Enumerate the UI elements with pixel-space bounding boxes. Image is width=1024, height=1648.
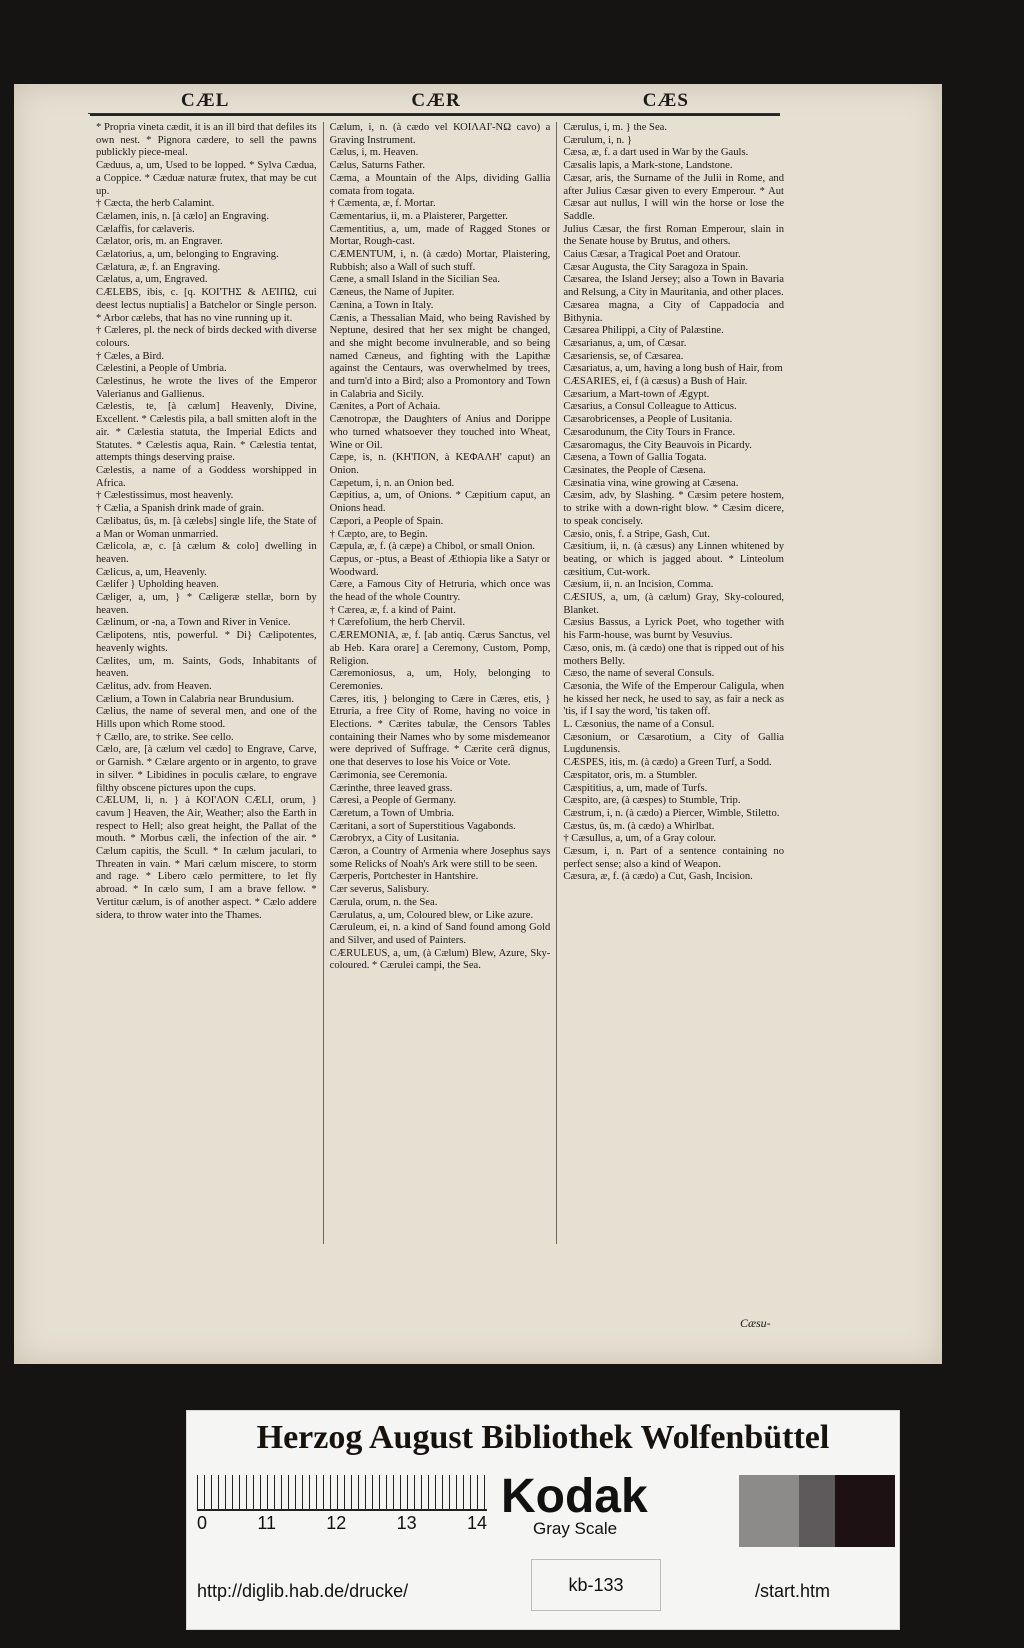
dictionary-entry: Cæstus, ûs, m. (à cædo) a Whirlbat. — [563, 820, 715, 832]
dictionary-entry: Cænotropæ, the Daughters of Anius and Dorippe who turned whatsoever they touched into Wheat, Wine or Oil. — [329, 414, 551, 451]
dictionary-entry: Cæpori, a People of Spain. — [329, 515, 444, 527]
dictionary-entry: Cæstrum, i, n. (à cædo) a Piercer, Wimble, Stiletto. — [563, 807, 780, 819]
dictionary-entry: Cæpula, æ, f. (à cæpe) a Chibol, or small Onion. — [329, 541, 536, 553]
dictionary-entry: † Cæcta, the herb Calamint. — [96, 198, 215, 210]
dictionary-entry: Cæsar Augusta, the City Saragoza in Spain. — [563, 261, 749, 273]
dictionary-entry: Cæremoniosus, a, um, Holy, belonging to Ceremonies. — [329, 668, 551, 692]
institution-name: Herzog August Bibliothek Wolfenbüttel — [256, 1419, 830, 1456]
gray-patch-dark — [835, 1475, 895, 1547]
running-head-right: CÆS — [642, 90, 689, 111]
dictionary-entry: Cæsarianus, a, um, of Cæsar. — [563, 337, 687, 349]
dictionary-entry: Cæsum, i, n. Part of a sentence containing no perfect sense; also a kind of Weapon. — [563, 846, 785, 870]
dictionary-entry: Cæsura, æ, f. (à cædo) a Cut, Gash, Incision. — [563, 871, 753, 883]
dictionary-entry: † Cællo, are, to strike. See cello. — [96, 731, 234, 743]
column-middle — [323, 122, 551, 1244]
dictionary-entry: Cænites, a Port of Achaia. — [329, 401, 441, 413]
dictionary-entry: Cælaffis, for cælaveris. — [96, 223, 195, 235]
dictionary-entry: Cæsio, onis, f. a Stripe, Gash, Cut. — [563, 528, 710, 540]
dictionary-entry: Cærobryx, a City of Lusitania. — [329, 833, 460, 845]
dictionary-entry: Cæruleum, ei, n. a kind of Sand found among Gold and Silver, and used of Painters. — [329, 922, 551, 946]
running-head-center: CÆR — [411, 90, 461, 111]
dictionary-entry: Cæsarius, a Consul Colleague to Atticus. — [563, 401, 737, 413]
dictionary-entry: Cæpitius, a, um, of Onions. * Cæpitium caput, an Onions head. — [329, 490, 551, 515]
color-target — [186, 1410, 900, 1630]
dictionary-entry: Julius Cæsar, the first Roman Emperour, slain in the Senate house by Brutus, and others. — [563, 223, 785, 248]
dictionary-entry: Cælestini, a People of Umbria. — [96, 363, 227, 375]
dictionary-entry: Cælum, i, n. (à cædo vel ΚΟΙΛΑΙ'-ΝΩ cavo) a Graving Instrument. — [329, 122, 551, 146]
dictionary-entry: Cælatorius, a, um, belonging to Engraving. — [96, 249, 279, 261]
dictionary-entry: Cæneus, the Name of Jupiter. — [329, 287, 455, 299]
dictionary-entry: Cæsarea, the Island Jersey; also a Town in Bavaria and Relsung, a City in Mauritania, and other places. — [563, 274, 785, 299]
ruler-numbers — [197, 1513, 487, 1534]
gray-patch-light — [739, 1475, 799, 1547]
dictionary-entry: Cænis, a Thessalian Maid, who being Ravished by Neptune, desired that her sex might be changed, and she might become invulnerable, and so being named Cæneus, and fighting with the Lapithæ against the Centaurs, was overwhelmed by trees, and turn'd into a Bird; also a Promontory and Town in Calabria and Sicily. — [329, 312, 551, 400]
header-rule — [88, 113, 780, 117]
dictionary-entry: † Cæpto, are, to Begin. — [329, 528, 428, 540]
dictionary-entry: Cæspitator, oris, m. a Stumbler. — [563, 769, 698, 781]
dictionary-entry: Cæsaromagus, the City Beauvois in Picardy. — [563, 439, 752, 451]
dictionary-entry: Cælicola, æ, c. [à cælum & colo] dwelling in heaven. — [96, 541, 317, 565]
dictionary-entry: CÆRULEUS, a, um, (à Cælum) Blew, Azure, Sky-coloured. * Cærulei campi, the Sea. — [329, 947, 551, 972]
dictionary-entry: CÆLUM, li, n. } à ΚΟΙ'ΛΟΝ CÆLI, orum, } cavum ] Heaven, the Air, Weather; also the Earth in respect to Hell; also great height, the Pallat of the mouth. * Morbus cæli, the infection of the air. * Cælum capitis, the Scull. * In cælum jaculari, to Threaten in vain. * Mari cælum miscere, to storm and rage. * Libero cælo permittere, to let fly abroad. * In cælo sum, I am a brave fellow. * Vertitur cælum, is of another aspect. * Cælo addere sidera, to throw water into the Thames. — [96, 795, 317, 921]
running-head-left: CÆL — [180, 90, 230, 111]
dictionary-entry: Cæritani, a sort of Superstitious Vagabonds. — [329, 820, 516, 832]
dictionary-entry: Cælipotens, ntis, powerful. * Di} Cælipotentes, heavenly wights. — [96, 630, 317, 654]
dictionary-entry: Cælatura, æ, f. an Engraving. — [96, 261, 221, 273]
start-link: /start.htm — [755, 1581, 831, 1601]
gray-scale-label: Gray Scale — [533, 1519, 618, 1538]
dictionary-entry: Cælibatus, ûs, m. [à cælebs] single life, the State of a Man or Woman unmarried. — [96, 515, 317, 540]
column-left — [96, 122, 317, 1244]
dictionary-entry: Cæmentitius, a, um, made of Ragged Stones or Mortar, Rough-cast. — [329, 223, 551, 248]
column-right — [556, 122, 784, 1244]
dictionary-entry: Cæresi, a People of Germany. — [329, 795, 457, 807]
dictionary-entry: Cælestis, a name of a Goddess worshipped in Africa. — [96, 464, 317, 489]
dictionary-entry: CÆREMONIA, æ, f. [ab antiq. Cærus Sanctus, vel ab Heb. Kara orare] a Ceremony, Custom, Pomp, Religion. — [329, 630, 551, 667]
dictionary-entry: † Cælia, a Spanish drink made of grain. — [96, 503, 264, 515]
dictionary-entry: † Cæleres, pl. the neck of birds decked with diverse colours. — [96, 325, 317, 349]
ruler-number: 0 — [197, 1513, 208, 1533]
dictionary-entry: Cæsa, æ, f. a dart used in War by the Gauls. — [563, 147, 749, 159]
dictionary-entry: Cæduus, a, um, Used to be lopped. * Sylva Cædua, a Coppice. * Cæduæ naturæ frutex, that may be cut up. — [96, 160, 317, 197]
dictionary-entry: Cæsinatia vina, wine growing at Cæsena. — [563, 477, 739, 489]
dictionary-entry: Cælinum, or -na, a Town and River in Venice. — [96, 617, 291, 629]
dictionary-entry: Cæpe, is, n. (ΚΗ'ΠΟΝ, à ΚΕΦΑΛΗ' caput) an Onion. — [329, 452, 551, 476]
dictionary-columns — [96, 122, 784, 1244]
dictionary-entry: Cæsarobricenses, a People of Lusitania. — [563, 414, 733, 426]
catchword: Cæsu- — [740, 1316, 771, 1330]
dictionary-entry: L. Cæsonius, the name of a Consul. — [563, 719, 715, 731]
dictionary-entry: Cæron, a Country of Armenia where Josephus says some Relicks of Noah's Ark were still to be seen. — [329, 846, 551, 870]
dictionary-entry: Cælites, um, m. Saints, Gods, Inhabitants of heaven. — [96, 655, 317, 680]
dictionary-entry: Cæsim, adv, by Slashing. * Cæsim petere hostem, to strike with a down-right blow. * Cæsim dicere, to speak concisely. — [563, 490, 785, 527]
dictionary-entry: Cæsalis lapis, a Mark-stone, Landstone. — [563, 160, 733, 172]
dictionary-entry: Cæsitium, ii, n. (à cæsus) any Linnen whitened by beating, or which is jagged about. * Linteolum cæsitium, Cut-work. — [563, 541, 785, 578]
dictionary-entry: † Cærea, æ, f. a kind of Paint. — [329, 604, 456, 616]
dictionary-entry: Cælitus, adv. from Heaven. — [96, 680, 212, 692]
ruler-number: 12 — [326, 1513, 347, 1533]
dictionary-entry: Cæpetum, i, n. an Onion bed. — [329, 477, 455, 489]
shelfmark-label: kb-133 — [531, 1559, 661, 1611]
dictionary-entry: Cærula, orum, n. the Sea. — [329, 896, 438, 908]
ruler-number: 13 — [396, 1513, 417, 1533]
dictionary-entry: Cæsarodunum, the City Tours in France. — [563, 426, 736, 438]
dictionary-entry: CÆSARIES, ei, f (à cæsus) a Bush of Hair. — [563, 376, 748, 388]
dictionary-entry: Cærulatus, a, um, Coloured blew, or Like azure. — [329, 909, 534, 921]
dictionary-entry: Cælatus, a, um, Engraved. — [96, 274, 208, 286]
dictionary-entry: Cæsar, aris, the Surname of the Julii in Rome, and after Julius Cæsar given to every Emperour. * Aut Cæsar aut nullus, I will win the horse or lose the Saddle. — [563, 172, 785, 222]
dictionary-entry: Cæma, a Mountain of the Alps, dividing Gallia comata from togata. — [329, 172, 551, 197]
dictionary-entry: Cæsium, ii, n. an Incision, Comma. — [563, 579, 714, 591]
dictionary-entry: † Cæsullus, a, um, of a Gray colour. — [563, 833, 717, 845]
dictionary-entry: Cærperis, Portchester in Hantshire. — [329, 871, 479, 883]
dictionary-entry: Cæpus, or -ptus, a Beast of Æthiopia like a Satyr or Woodward. — [329, 553, 551, 578]
dictionary-entry: Cæsius Bassus, a Lyrick Poet, who together with his Farm-house, was burnt by Vesuvius. — [563, 617, 785, 642]
dictionary-entry: Cærinthe, three leaved grass. — [329, 782, 453, 794]
dictionary-entry: Cæsarea magna, a City of Cappadocia and Bithynia. — [563, 299, 785, 324]
dictionary-entry: Cæretum, a Town of Umbria. — [329, 807, 455, 819]
dictionary-entry: Cære, a Famous City of Hetruria, which once was the head of the whole Country. — [329, 579, 551, 604]
dictionary-entry: Cælestis, te, [à cælum] Heavenly, Divine, Excellent. * Cælestis pila, a ball smitten aloft in the air. * Cælestia statuta, the Imperial Edicts and Statutes. * Cælestis aqua, Rain. * Cælestia tentat, attempts things deserving praise. — [96, 401, 317, 464]
dictionary-entry: Cæsariatus, a, um, having a long bush of Hair, from — [563, 363, 783, 375]
dictionary-entry: Cælium, a Town in Calabria near Brundusium. — [96, 693, 294, 705]
dictionary-entry: Cæsinates, the People of Cæsena. — [563, 464, 706, 476]
dictionary-entry: † Cælestissimus, most heavenly. — [96, 490, 234, 502]
dictionary-entry: Cælamen, inis, n. [à cælo] an Engraving. — [96, 210, 269, 222]
dictionary-entry: Cæsarium, a Mart-town of Ægypt. — [563, 388, 710, 400]
dictionary-entry: Cæsonia, the Wife of the Emperour Caligula, when he kissed her neck, he used to say, as fair a neck as 'tis, if I say the word, 'tis taken off. — [563, 680, 785, 718]
kodak-logo: Kodak — [501, 1470, 648, 1523]
dictionary-entry: Cælator, oris, m. an Engraver. — [96, 236, 223, 248]
dictionary-entry: Cælifer } Upholding heaven. — [96, 579, 219, 591]
dictionary-entry: Cæliger, a, um, } * Cæligeræ stellæ, born by heaven. — [96, 592, 317, 616]
dictionary-entry: † Cæmenta, æ, f. Mortar. — [329, 198, 436, 210]
dictionary-entry: Cærulus, i, m. } the Sea. — [563, 122, 668, 133]
dictionary-entry: Caius Cæsar, a Tragical Poet and Oratour. — [563, 249, 741, 261]
dictionary-entry: Cæmentarius, ii, m. a Plaisterer, Pargetter. — [329, 210, 508, 222]
dictionary-entry: Cæso, the name of several Consuls. — [563, 668, 715, 680]
dictionary-entry: Cælicus, a, um, Heavenly. — [96, 566, 207, 578]
dictionary-entry: Cærimonia, see Ceremonia. — [329, 769, 448, 781]
dictionary-entry: Cæne, a small Island in the Sicilian Sea. — [329, 274, 501, 286]
dictionary-entry: Cælius, the name of several men, and one of the Hills upon which Rome stood. — [96, 706, 317, 731]
digital-library-url: http://diglib.hab.de/drucke/ — [197, 1581, 409, 1601]
ruler-ticks — [197, 1475, 487, 1511]
dictionary-entry: Cæsarea Philippi, a City of Palæstine. — [563, 325, 724, 337]
ruler-number: 11 — [257, 1513, 276, 1533]
dictionary-entry: † Cærefolium, the herb Chervil. — [329, 617, 466, 629]
dictionary-entry: Cæsonium, or Cæsarotium, a City of Gallia Lugdunensis. — [563, 731, 785, 756]
dictionary-entry: Cælo, are, [à cælum vel cædo] to Engrave, Carve, or Garnish. * Cælare argento or in argento, to grave in silver. * Libidines in poculis cælare, to engrave filthy obscene pictures upon the cups. — [96, 744, 317, 794]
dictionary-entry: Cæsariensis, se, of Cæsarea. — [563, 350, 684, 362]
dictionary-entry: CÆMENTUM, i, n. (à cædo) Mortar, Plaistering, Rubbish; also a Wall of such stuff. — [329, 249, 551, 273]
dictionary-entry: † Cæles, a Bird. — [96, 350, 164, 362]
dictionary-entry: Cær severus, Salisbury. — [329, 884, 430, 896]
dictionary-entry: Cæspititius, a, um, made of Turfs. — [563, 782, 708, 794]
dictionary-entry: Cælus, i, m. Heaven. — [329, 147, 419, 159]
dictionary-entry: Cælus, Saturns Father. — [329, 160, 426, 172]
dictionary-entry: Cærulum, i, n. } — [563, 134, 632, 146]
dictionary-entry: * Propria vineta cædit, it is an ill bird that defiles its own nest. * Pignora cædere, to sell the pawns publickly piece-meal. — [96, 122, 317, 159]
dictionary-entry: CÆLEBS, ibis, c. [q. ΚΟΙ'ΤΗΣ & ΛΕΊΠΩ, cui deest lectus nuptialis] a Batchelor or Single person. * Arbor cælebs, that has no vine running up it. — [96, 287, 317, 324]
dictionary-entry: CÆSPES, itis, m. (à cædo) a Green Turf, a Sodd. — [563, 757, 772, 769]
dictionary-entry: Cæres, itis, } belonging to Cære in Cæres, etis, } Etruria, a free City of Rome, having no voice in Elections. * Cærites tabulæ, the Censors Tables containing their Names who by some misdemeanor were deprived of Suffrage. * Cærite cerâ dignus, one that deserves to lose his Voice or Vote. — [329, 693, 551, 769]
dictionary-entry: Cænina, a Town in Italy. — [329, 299, 434, 311]
dictionary-entry: Cæsena, a Town of Gallia Togata. — [563, 452, 707, 464]
dictionary-entry: Cæso, onis, m. (à cædo) one that is ripped out of his mothers Belly. — [563, 642, 785, 667]
gray-patch-mid — [799, 1475, 835, 1547]
dictionary-entry: Cæspito, are, (à cæspes) to Stumble, Trip. — [563, 795, 741, 807]
dictionary-entry: Cælestinus, he wrote the lives of the Emperor Valerianus and Gallienus. — [96, 376, 317, 400]
ruler-number: 14 — [466, 1513, 487, 1533]
dictionary-entry: CÆSIUS, a, um, (à cælum) Gray, Sky-coloured, Blanket. — [563, 592, 785, 616]
